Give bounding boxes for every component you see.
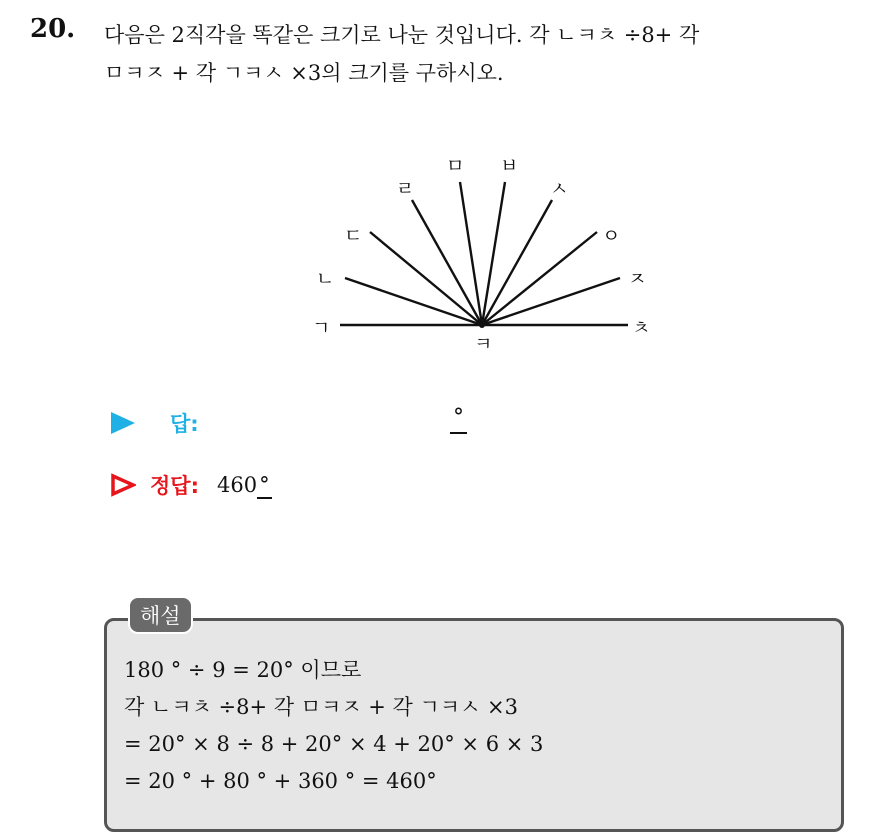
solution-text [124, 652, 543, 800]
ray-ㄷ [370, 232, 482, 325]
ray-labels [312, 155, 650, 339]
correct-answer-row [110, 470, 272, 500]
label-ㄷ: ㄷ [344, 225, 363, 247]
label-ㅊ: ㅊ [632, 317, 651, 339]
angle-rays [340, 182, 628, 325]
solution-line-1: 180 ° ÷ 9 = 20° 이므로 [124, 658, 362, 682]
center-point [479, 322, 485, 328]
label-ㅂ: ㅂ [500, 155, 519, 177]
label-ㅁ: ㅁ [446, 155, 465, 177]
triangle-solid-icon [110, 411, 136, 435]
question-number: 20. [30, 14, 76, 44]
label-ㄱ: ㄱ [312, 317, 331, 339]
answer-blank-unit[interactable]: ° [450, 404, 467, 434]
correct-answer-value [217, 473, 272, 497]
ray-ㅇ [482, 232, 597, 325]
ray-ㄴ [345, 278, 482, 325]
correct-unit: ° [259, 473, 270, 497]
label-ㅈ: ㅈ [628, 268, 647, 290]
answer-label: 답: [170, 412, 199, 436]
solution-line-3: = 20° × 8 ÷ 8 + 20° × 4 + 20° × 6 × 3 [124, 732, 544, 756]
question-line-2: ㅁㅋㅈ + 각 ㄱㅋㅅ ×3의 크기를 구하시오. [104, 61, 504, 85]
question-line-1: 다음은 2직각을 똑같은 크기로 나눈 것입니다. 각 ㄴㅋㅊ ÷8+ 각 [104, 23, 700, 47]
solution-tab: 해설 [128, 596, 193, 634]
solution-line-4: = 20 ° + 80 ° + 360 ° = 460° [124, 769, 437, 793]
label-ㅅ: ㅅ [550, 178, 569, 200]
answer-row [110, 408, 199, 438]
center-label: ㅋ [474, 333, 493, 355]
correct-value: 460 [216, 473, 258, 497]
label-ㅇ: ㅇ [602, 225, 621, 247]
triangle-outline-icon [110, 473, 136, 497]
ray-ㅈ [482, 278, 620, 325]
solution-line-2: 각 ㄴㅋㅊ ÷8+ 각 ㅁㅋㅈ + 각 ㄱㅋㅅ ×3 [124, 695, 518, 719]
correct-answer-label: 정답: [150, 474, 199, 498]
label-ㄹ: ㄹ [396, 178, 415, 200]
label-ㄴ: ㄴ [316, 268, 335, 290]
